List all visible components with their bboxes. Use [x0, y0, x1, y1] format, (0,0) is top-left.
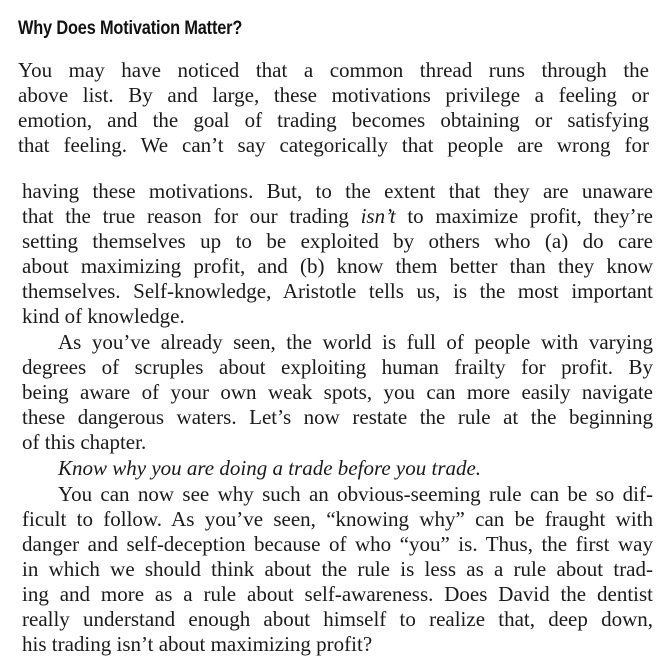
- text-line: these dangerous waters. Let’s now restate the rule at the beginning: [22, 405, 653, 429]
- text-line: above list. By and large, these motivations privilege a feeling or: [18, 83, 649, 107]
- text-segment: that the true reason for our trading: [22, 204, 361, 228]
- text-line: having these motivations. But, to the extent that they are unaware: [22, 179, 653, 203]
- text-line: ing and more as a rule about self-awareness. Does David the dentist: [22, 582, 653, 606]
- text-segment: to maximize profit, they’re: [395, 204, 653, 228]
- text-line: You can now see why such an obvious-seeming rule can be so dif-: [58, 482, 653, 506]
- text-line: kind of knowledge.: [22, 304, 185, 328]
- section-heading: Why Does Motivation Matter?: [18, 18, 243, 39]
- text-line: in which we should think about the rule is less as a rule about trad-: [22, 557, 653, 581]
- text-line: that feeling. We can’t say categorically that people are wrong for: [18, 133, 649, 157]
- text-line: ficult to follow. As you’ve seen, “knowing why” can be fraught with: [22, 507, 653, 531]
- text-line: emotion, and the goal of trading becomes obtaining or satisfying: [18, 108, 649, 132]
- emphasis-text: isn’t: [360, 204, 396, 228]
- text-line: about maximizing profit, and (b) know them better than they know: [22, 254, 653, 278]
- text-line: setting themselves up to be exploited by others who (a) do care: [22, 229, 653, 253]
- text-line: being aware of your own weak spots, you can more easily navigate: [22, 380, 653, 404]
- text-line: As you’ve already seen, the world is full of people with varying: [58, 330, 653, 354]
- text-line: degrees of scruples about exploiting human frailty for profit. By: [22, 355, 653, 379]
- text-line: of this chapter.: [22, 430, 147, 454]
- text-line: themselves. Self-knowledge, Aristotle tells us, is the most important: [22, 279, 653, 303]
- text-line: his trading isn’t about maximizing profit?: [22, 632, 373, 656]
- text-line: danger and self-deception because of who “you” is. Thus, the first way: [22, 532, 653, 556]
- text-line: really understand enough about himself to realize that, deep down,: [22, 607, 653, 631]
- rule-statement: Know why you are doing a trade before you trade.: [58, 456, 482, 480]
- text-line: [22, 204, 653, 229]
- text-line: You may have noticed that a common thread runs through the: [18, 58, 649, 82]
